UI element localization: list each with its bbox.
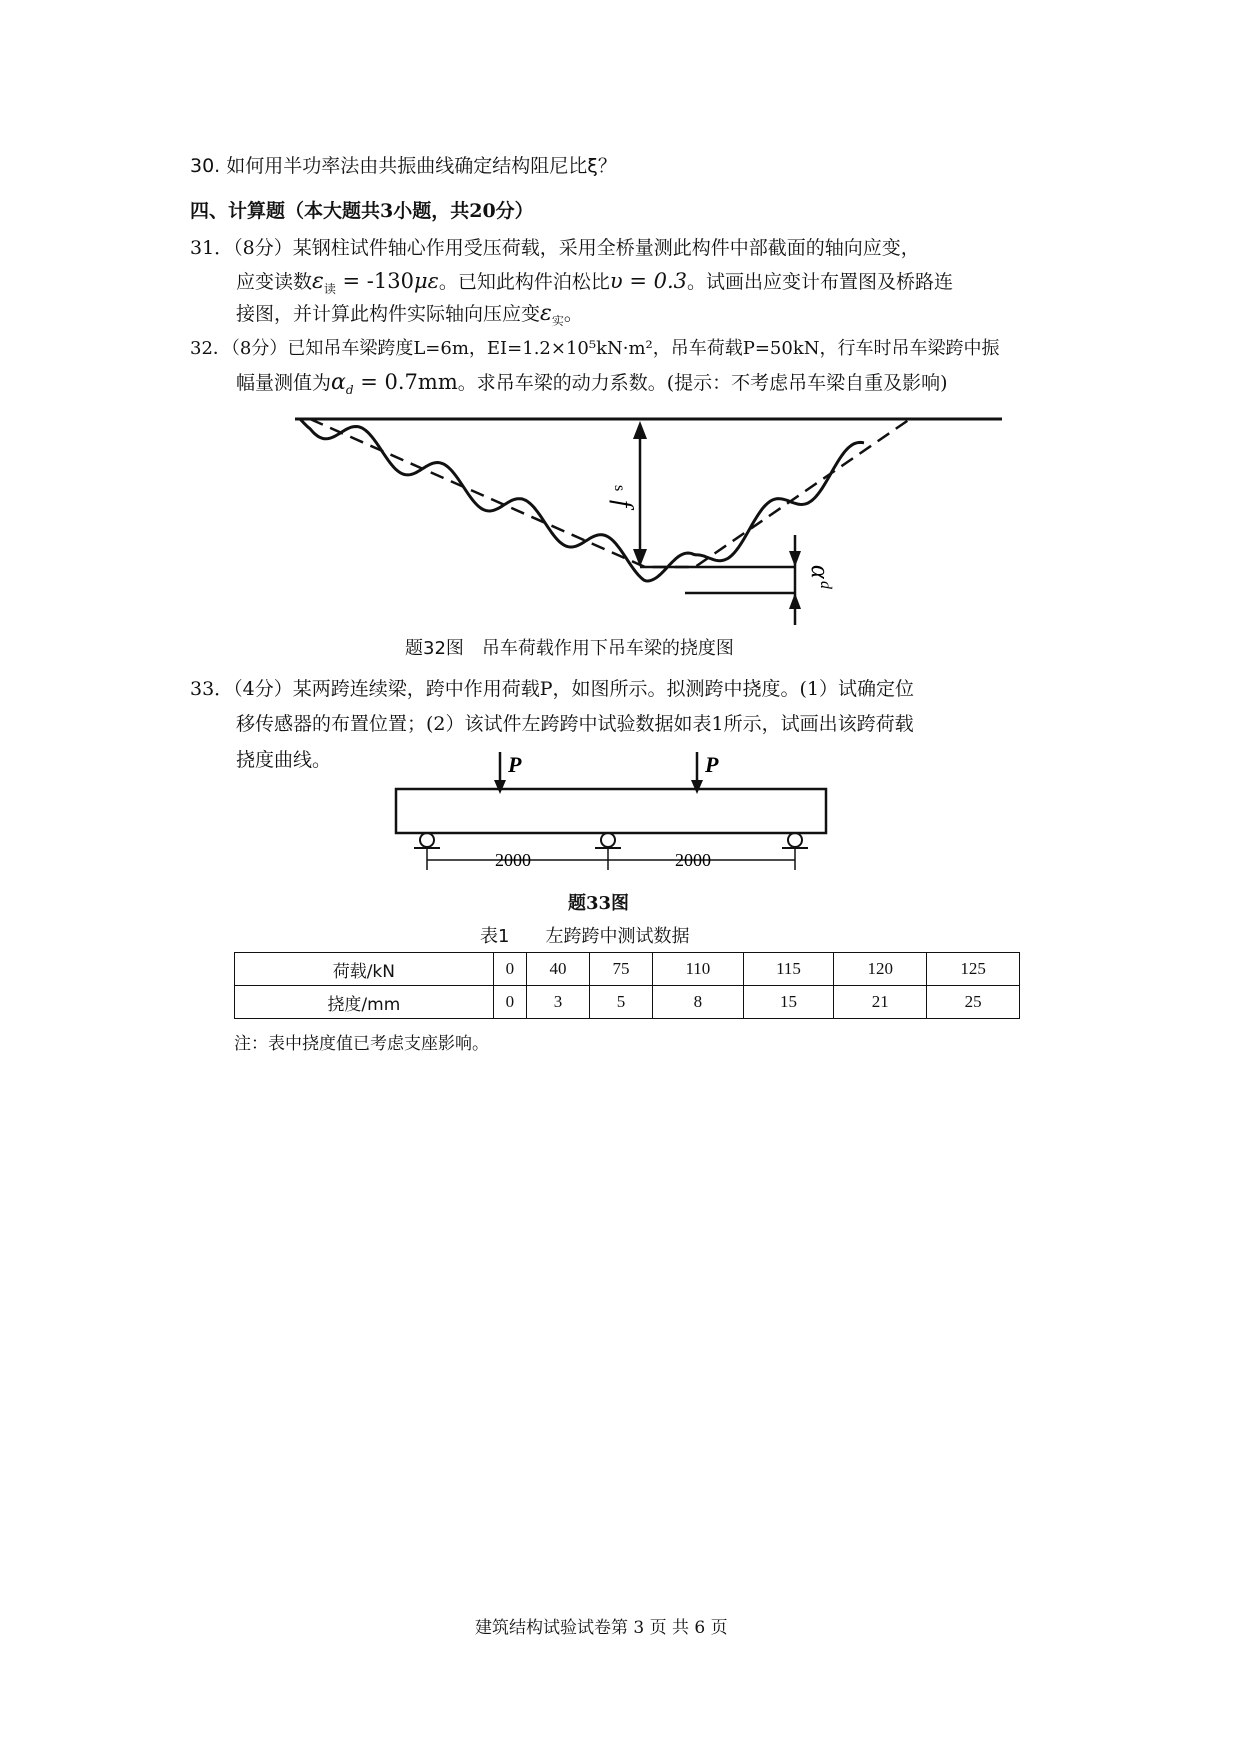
ad-label: α	[806, 565, 835, 579]
q32-sub-d: d	[345, 383, 354, 397]
beam	[396, 789, 826, 833]
table-cell: 15	[743, 986, 834, 1019]
table-cell: 75	[590, 953, 653, 986]
question-31-line-2	[236, 269, 953, 296]
question-30: 30. 如何用半功率法由共振曲线确定结构阻尼比ξ？	[190, 155, 617, 177]
support-left	[414, 833, 440, 848]
table-row-label: 挠度/mm	[235, 986, 494, 1019]
fs-arrow-head-bottom	[633, 549, 647, 567]
table-cell: 115	[743, 953, 834, 986]
table-cell: 0	[493, 986, 526, 1019]
deflection-figure-32	[290, 395, 1010, 635]
table-cell: 5	[590, 986, 653, 1019]
table-cell: 120	[834, 953, 927, 986]
load-label-1: P	[508, 752, 522, 777]
test-data-table	[234, 952, 1020, 1019]
q32-value: = 0.7mm	[353, 370, 458, 394]
support-right	[782, 833, 808, 848]
q31-text-c: 。已知此构件泊松比	[438, 271, 610, 293]
q31-text-f: 。	[563, 303, 583, 325]
load-arrow-1-head	[494, 780, 506, 794]
fs-label-sub: s	[611, 485, 628, 492]
q32-alpha: α	[331, 370, 346, 395]
table-row	[235, 953, 1020, 986]
dimension-1: 2000	[495, 850, 531, 870]
q31-value: = -130	[335, 269, 414, 293]
table-cell: 8	[653, 986, 744, 1019]
q31-mu: με	[413, 269, 439, 293]
q31-text-d: 。试画出应变计布置图及桥路连	[687, 271, 954, 293]
q31-text-e: 接图，并计算此构件实际轴向压应变	[236, 303, 541, 325]
question-31-line-1: 31．（8分）某钢柱试件轴心作用受压荷载，采用全桥量测此构件中部截面的轴向应变，	[190, 237, 920, 259]
table-cell: 110	[653, 953, 744, 986]
load-arrow-2-head	[691, 780, 703, 794]
question-32-line-2	[236, 370, 948, 397]
table-cell: 3	[526, 986, 589, 1019]
q31-epsilon: ε	[312, 269, 324, 294]
amp-arrow-head-top	[789, 551, 801, 567]
q31-text-a: 应变读数	[236, 271, 313, 293]
q31-sub-actual: 实	[551, 314, 564, 328]
amp-arrow-head-bottom	[789, 593, 801, 609]
ad-label-sub: d	[817, 581, 834, 589]
table-row-label: 荷载/kN	[235, 953, 494, 986]
dimension-2: 2000	[675, 850, 711, 870]
table-note: 注：表中挠度值已考虑支座影响。	[234, 1034, 489, 1054]
dynamic-deflection-curve	[300, 419, 864, 581]
section-title: 四、计算题（本大题共3小题，共20分）	[190, 200, 534, 222]
question-33-line-3: 挠度曲线。	[236, 749, 332, 771]
q32-text-a: 幅量测值为	[236, 372, 332, 394]
table-row	[235, 986, 1020, 1019]
page-footer: 建筑结构试验试卷第 3 页 共 6 页	[475, 1618, 728, 1638]
q31-sub-read: 读	[323, 282, 336, 296]
table-cell: 125	[927, 953, 1020, 986]
table-cell: 25	[927, 986, 1020, 1019]
figure-32-caption: 题32图 吊车荷载作用下吊车梁的挠度图	[405, 638, 734, 659]
table-cell: 0	[493, 953, 526, 986]
question-33-line-1: 33．（4分）某两跨连续梁，跨中作用荷载P，如图所示。拟测跨中挠度。(1）试确定位	[190, 678, 915, 700]
q31-epsilon-2: ε	[540, 301, 552, 326]
q31-nu: υ = 0.3	[609, 269, 688, 293]
q32-text-c: 。求吊车梁的动力系数。(提示：不考虑吊车梁自重及影响)	[457, 372, 948, 394]
question-31-line-3	[236, 302, 583, 328]
table-caption: 表1 左跨跨中测试数据	[480, 926, 690, 947]
table-cell: 40	[526, 953, 589, 986]
fs-label: f	[609, 500, 638, 508]
question-32-line-1: 32．（8分）已知吊车梁跨度L=6m，EI=1.2×10⁵kN·m²，吊车荷载P=50kN，行车时吊车梁跨中振	[190, 338, 1000, 359]
support-middle	[595, 833, 621, 848]
table-cell: 21	[834, 986, 927, 1019]
beam-figure-33	[390, 748, 840, 873]
load-label-2: P	[705, 752, 719, 777]
fs-arrow-head-top	[633, 421, 647, 439]
figure-33-caption: 题33图	[568, 893, 630, 914]
question-33-line-2: 移传感器的布置位置；(2）该试件左跨跨中试验数据如表1所示，试画出该跨荷载	[236, 713, 914, 735]
